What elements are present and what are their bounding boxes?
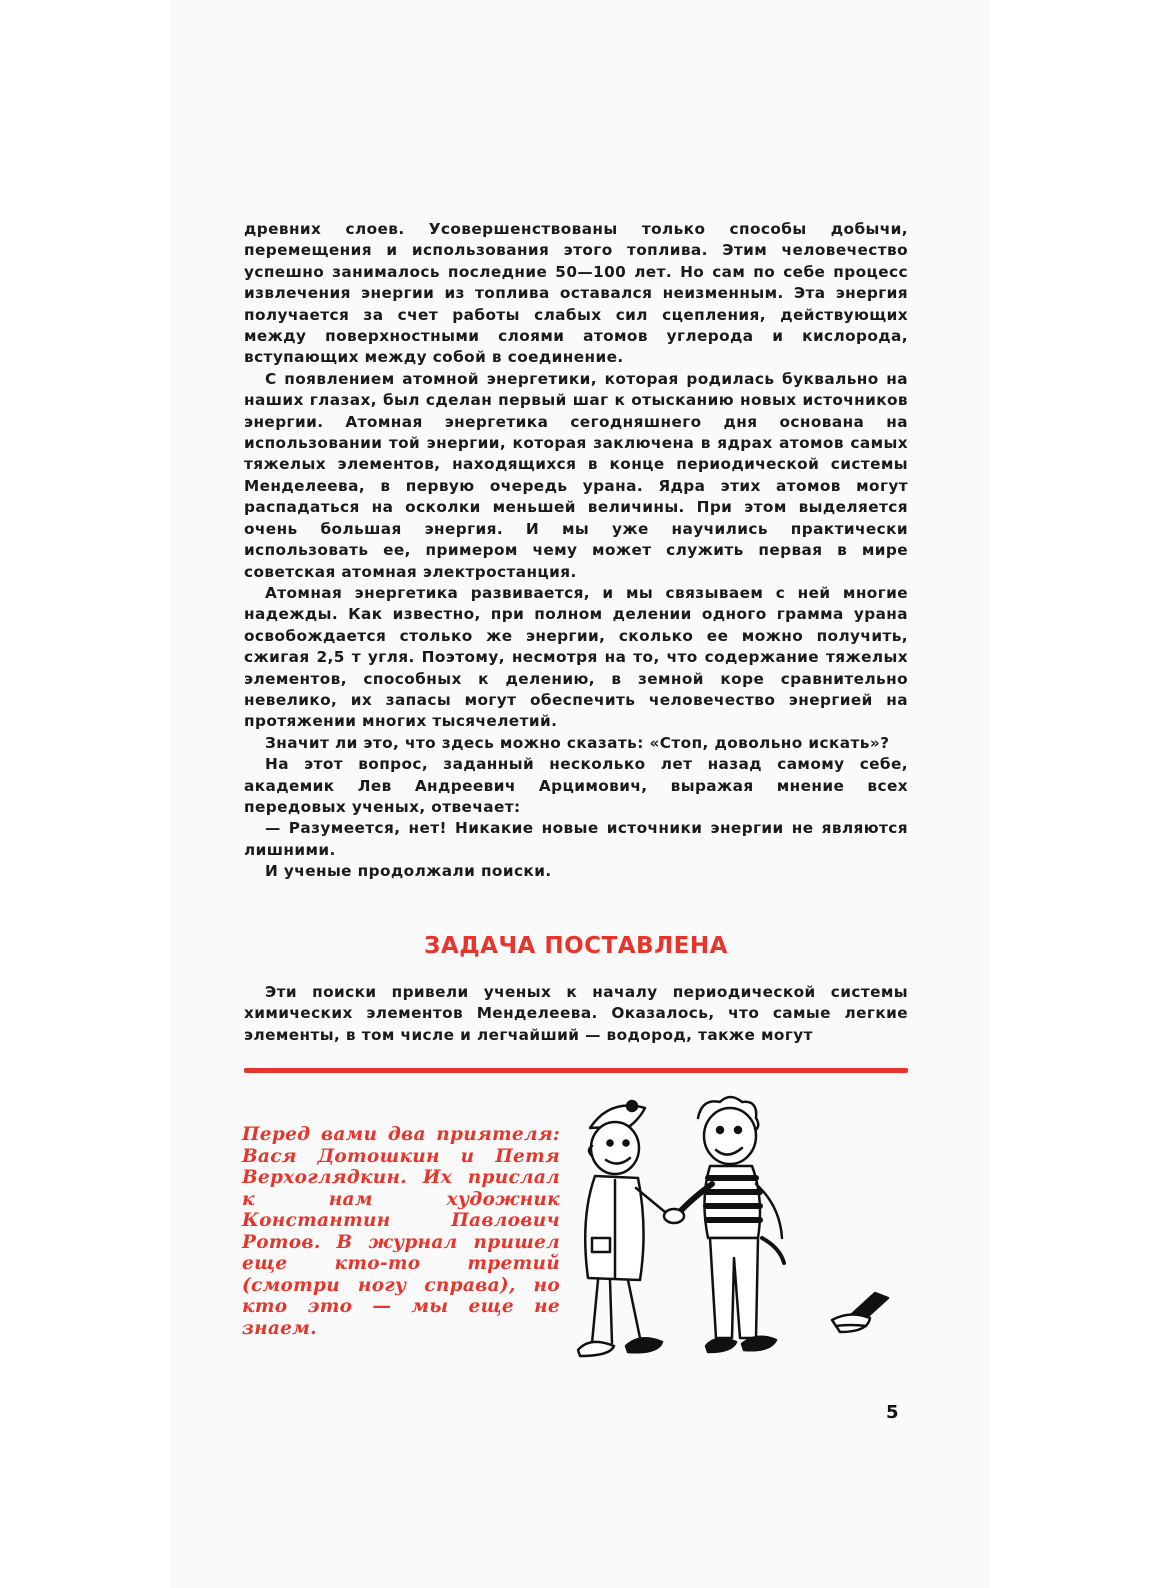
paragraph-5: На этот вопрос, заданный несколько лет назад самому себе, академик Лев Андреевич Арцимович, выражая мнение всех передовых ученых, отвечает: — [244, 755, 908, 816]
paragraph-4: Значит ли это, что здесь можно сказать: «Стоп, довольно искать»? — [265, 733, 890, 752]
section-heading: ЗАДАЧА ПОСТАВЛЕНА — [424, 933, 728, 959]
paragraph-1: древних слоев. Усовершенствованы только способы добычи, перемещения и использования этого топлива. Этим человечество успешно занималось последние 50—100 лет. Но сам по себе процесс извлечения энергии из топлива оставался неизменным. Эта энергия получается за счет работы слабых сил сцепления, действующих между поверхностными слоями атомов углерода и кислорода, вступающих между собой в соединение. — [244, 220, 908, 367]
page-number: 5 — [886, 1402, 899, 1423]
paragraph-2: С появлением атомной энергетики, которая родилась буквально на наших глазах, был сделан первый шаг к отысканию новых источников энергии. Атомная энергетика сегодняшнего дня основана на использовании той энергии, которая заключена в ядрах атомов самых тяжелых элементов, находящихся в конце периодической системы Менделеева, в первую очередь урана. Ядра этих атомов могут распадаться на осколки меньшей величины. При этом выделяется очень большая энергия. И мы уже научились практически использовать ее, примером чему может служить первая в мире советская атомная электростанция. — [244, 369, 908, 581]
illustration-caption: Перед вами два приятеля: Вася Дотошкин и Петя Верхоглядкин. Их прислал к нам художник Константин Павлович Ротов. В журнал пришел еще кто-то третий (смотри ногу справа), но кто это — мы еще не знаем. — [242, 1124, 560, 1339]
paragraph-7: И ученые продолжали поиски. — [265, 862, 552, 881]
two-boys-illustration — [570, 1088, 910, 1388]
main-text — [244, 219, 908, 883]
red-divider — [244, 1068, 908, 1073]
mystery-foot-figure — [832, 1293, 888, 1332]
section-paragraph: Эти поиски привели ученых к началу периодической системы химических элементов Менделеева. Оказалось, что самые легкие элементы, в том числе и легчайший — водород, также могут — [244, 983, 908, 1044]
paragraph-3: Атомная энергетика развивается, и мы связываем с ней многие надежды. Как известно, при полном делении одного грамма урана освобождается столько же энергии, сколько ее можно получить, сжигая 2,5 т угля. Поэтому, несмотря на то, что содержание тяжелых элементов, способных к делению, в земной коре сравнительно невелико, их запасы могут обеспечить человечество энергией на протяжении многих тысячелетий. — [244, 583, 908, 731]
section-text — [244, 982, 908, 1046]
paragraph-6: — Разумеется, нет! Никакие новые источники энергии не являются лишними. — [244, 819, 908, 859]
boy-petya-figure — [676, 1097, 784, 1352]
boy-vasya-figure — [578, 1101, 670, 1356]
